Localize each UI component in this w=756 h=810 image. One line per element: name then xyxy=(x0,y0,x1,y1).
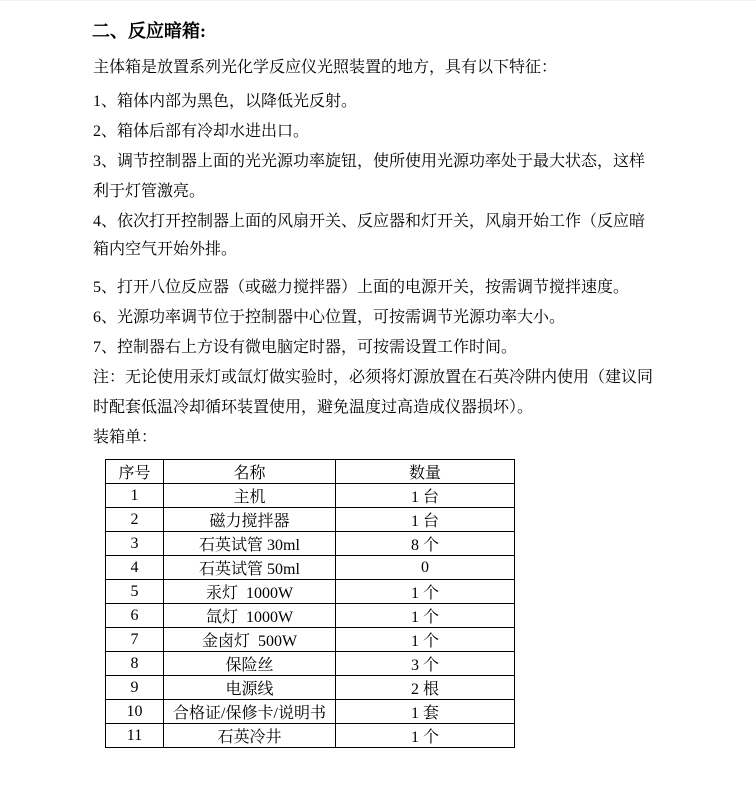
table-row xyxy=(106,556,515,580)
table-row xyxy=(106,724,515,748)
feature-item-2: 2、箱体后部有冷却水进出口。 xyxy=(93,123,310,140)
table-row xyxy=(106,604,515,628)
cell-index: 5 xyxy=(106,580,164,604)
feature-item-7: 7、控制器右上方设有微电脑定时器，可按需设置工作时间。 xyxy=(93,339,518,356)
cell-name: 电源线 xyxy=(164,676,336,700)
cell-name: 金卤灯 500W xyxy=(164,628,336,652)
cell-quantity: 1 台 xyxy=(336,484,515,508)
table-row xyxy=(106,484,515,508)
cell-name: 石英试管 50ml xyxy=(164,556,336,580)
feature-item-6: 6、光源功率调节位于控制器中心位置，可按需调节光源功率大小。 xyxy=(93,309,566,326)
cell-quantity: 1 个 xyxy=(336,724,515,748)
cell-index: 4 xyxy=(106,556,164,580)
cell-index: 11 xyxy=(106,724,164,748)
cell-name: 石英试管 30ml xyxy=(164,532,336,556)
cell-index: 3 xyxy=(106,532,164,556)
table-row xyxy=(106,652,515,676)
feature-item-5: 5、打开八位反应器（或磁力搅拌器）上面的电源开关，按需调节搅拌速度。 xyxy=(93,279,630,296)
feature-item-4-line-2: 箱内空气开始外排。 xyxy=(93,241,238,258)
table-header-row xyxy=(106,460,515,484)
packing-list-label: 装箱单： xyxy=(93,429,158,446)
intro-line: 主体箱是放置系列光化学反应仪光照装置的地方，具有以下特征： xyxy=(93,59,558,76)
table-row xyxy=(106,700,515,724)
table-row xyxy=(106,676,515,700)
cell-index: 9 xyxy=(106,676,164,700)
cell-quantity: 1 个 xyxy=(336,580,515,604)
cell-name: 氙灯 1000W xyxy=(164,604,336,628)
feature-item-1: 1、箱体内部为黑色，以降低光反射。 xyxy=(93,93,358,110)
table-row xyxy=(106,532,515,556)
cell-index: 1 xyxy=(106,484,164,508)
cell-index: 8 xyxy=(106,652,164,676)
table-row xyxy=(106,628,515,652)
cell-quantity: 0 xyxy=(336,556,515,580)
cell-index: 2 xyxy=(106,508,164,532)
cell-index: 10 xyxy=(106,700,164,724)
cell-quantity: 1 台 xyxy=(336,508,515,532)
feature-item-3-line-2: 利于灯管激亮。 xyxy=(93,183,206,200)
section-heading: 二、反应暗箱: xyxy=(92,21,206,41)
cell-name: 保险丝 xyxy=(164,652,336,676)
cell-index: 7 xyxy=(106,628,164,652)
cell-name: 磁力搅拌器 xyxy=(164,508,336,532)
note-line-2: 时配套低温冷却循环装置使用，避免温度过高造成仪器损坏）。 xyxy=(93,399,534,416)
header-cell-index: 序号 xyxy=(106,460,164,484)
cell-name: 主机 xyxy=(164,484,336,508)
feature-item-3-line-1: 3、调节控制器上面的光光源功率旋钮，使所使用光源功率处于最大状态，这样 xyxy=(93,153,646,170)
note-line-1: 注：无论使用汞灯或氙灯做实验时，必须将灯源放置在石英冷阱内使用（建议同 xyxy=(93,369,654,386)
cell-name: 合格证/保修卡/说明书 xyxy=(164,700,336,724)
feature-item-4-line-1: 4、依次打开控制器上面的风扇开关、反应器和灯开关，风扇开始工作（反应暗 xyxy=(93,213,646,230)
packing-list-table xyxy=(105,459,515,748)
cell-quantity: 1 个 xyxy=(336,628,515,652)
cell-quantity: 8 个 xyxy=(336,532,515,556)
table-row xyxy=(106,508,515,532)
header-cell-name: 名称 xyxy=(164,460,336,484)
table-row xyxy=(106,580,515,604)
cell-quantity: 1 套 xyxy=(336,700,515,724)
cell-name: 石英冷井 xyxy=(164,724,336,748)
header-cell-quantity: 数量 xyxy=(336,460,515,484)
cell-quantity: 2 根 xyxy=(336,676,515,700)
cell-name: 汞灯 1000W xyxy=(164,580,336,604)
cell-quantity: 3 个 xyxy=(336,652,515,676)
cell-index: 6 xyxy=(106,604,164,628)
cell-quantity: 1 个 xyxy=(336,604,515,628)
